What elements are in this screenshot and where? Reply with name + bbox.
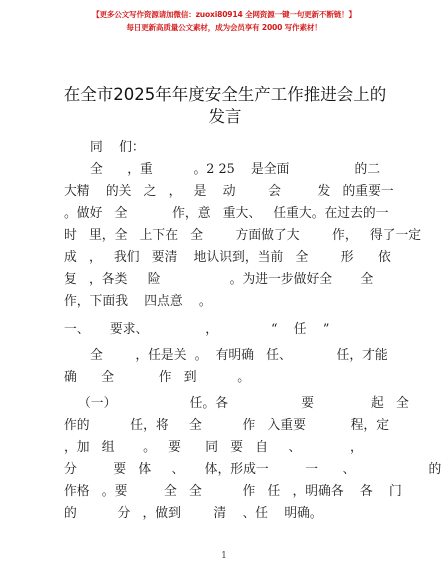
body-line: 作格 。要 全 全 作 任 ，明确各 各 门 <box>64 484 402 499</box>
body-line: ，加 组 。 要 同 要 自 、 ， <box>64 440 363 455</box>
body-line: 复 ，各类 险 。为进一步做好全 全 <box>64 272 374 287</box>
body-line: 作的 任，将 全 作 入重要 程，定 <box>64 418 390 433</box>
body-line: 。做好 全 作，意 重大、 任重大。在过去的一 <box>64 206 389 221</box>
body-line: 成 ， 我们 要清 地认识到，当前 全 形 依 <box>64 250 391 265</box>
section-heading: 一、 要求、 ， “ 任 ” <box>64 322 330 337</box>
subsection-line: （一） 任。各 要 起 全 <box>78 396 409 411</box>
promo-banner-line-1: 【更多公文写作资源请加微信：zuoxi80914 全网资源一键一句更新不断链！】 <box>92 10 356 19</box>
body-line: 确 全 作 到 。 <box>64 370 251 385</box>
document-title: 在全市2025年年度安全生产工作推进会上的发言 <box>63 85 387 126</box>
page-number: 1 <box>221 551 227 561</box>
body-line: 全 ，重 。2 25 是全面 的二 <box>90 162 381 177</box>
body-line: 全 ，任是关 。 有明确 任、 任，才能 <box>90 348 388 363</box>
body-line: 的 分 ，做到 清 、任 明确。 <box>64 506 323 521</box>
body-line: 分 要 体 、 体，形成一 一 、 的 <box>64 462 442 477</box>
promo-banner-line-2: 每日更新高质量公文素材，成为会员享有 2000 写作素材！ <box>126 23 322 32</box>
body-line: 作，下面我 四点意 。 <box>64 294 212 309</box>
body-line: 时 里，全 上下在 全 方面做了大 作， 得了一定 <box>64 228 422 243</box>
salutation: 同 们： <box>90 140 145 155</box>
body-line: 大精 的关 之 ， 是 动 会 发 的重要一 <box>64 184 394 199</box>
